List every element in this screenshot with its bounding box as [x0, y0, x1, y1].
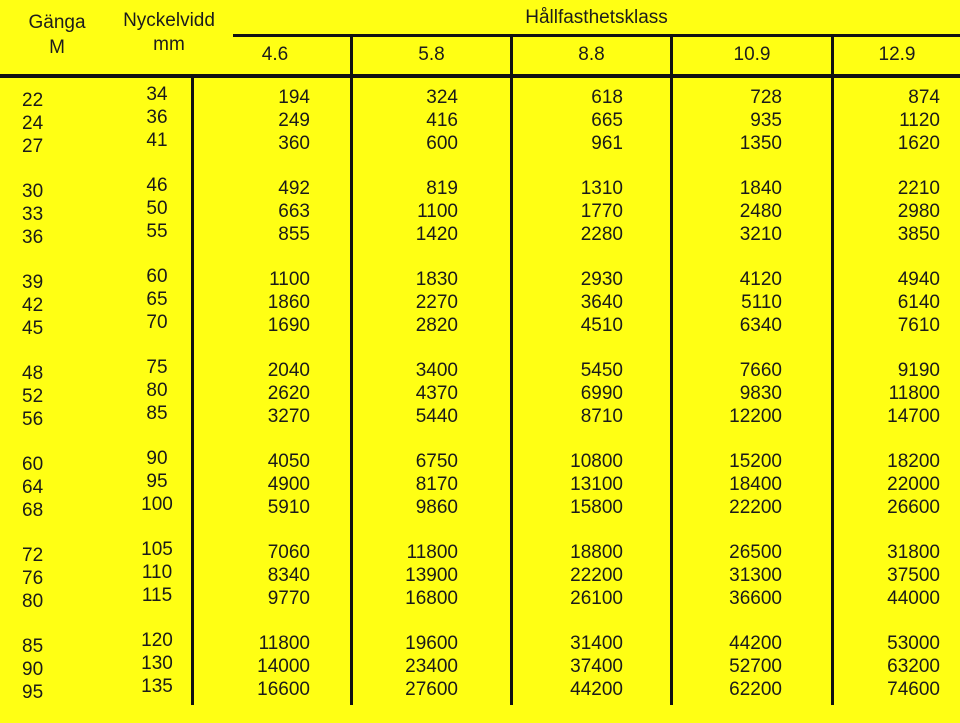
- class-header-5-8: 5.8: [418, 44, 445, 65]
- wrench-size: 50: [146, 198, 168, 219]
- strength-value: 44200: [570, 679, 623, 700]
- strength-value: 37500: [887, 565, 940, 586]
- wrench-size: 85: [146, 403, 168, 424]
- strength-value: 26500: [729, 542, 782, 563]
- wrench-size: 90: [146, 448, 168, 469]
- strength-value: 4370: [415, 383, 458, 404]
- strength-value: 22200: [729, 497, 782, 518]
- wrench-size: 135: [141, 676, 173, 697]
- strength-value: 63200: [887, 656, 940, 677]
- thread-size: 33: [22, 204, 44, 225]
- strength-value: 14700: [887, 406, 940, 427]
- strength-value: 8710: [580, 406, 623, 427]
- row-group: [0, 541, 960, 632]
- strength-value: 2280: [580, 224, 623, 245]
- thread-size: 60: [22, 454, 44, 475]
- strength-value: 1420: [415, 224, 458, 245]
- strength-value: 26100: [570, 588, 623, 609]
- class-header-10-9: 10.9: [733, 44, 771, 65]
- strength-value: 10800: [570, 451, 623, 472]
- strength-value: 4510: [580, 315, 623, 336]
- header-class-title: Hållfasthetsklass: [525, 7, 668, 28]
- strength-value: 16600: [257, 679, 310, 700]
- strength-value: 1830: [415, 269, 458, 290]
- wrench-size: 100: [141, 494, 173, 515]
- strength-value: 9770: [267, 588, 310, 609]
- strength-value: 2210: [897, 178, 940, 199]
- thread-size: 64: [22, 477, 44, 498]
- thread-size: 76: [22, 568, 44, 589]
- thread-size: 56: [22, 409, 44, 430]
- strength-value: 9860: [415, 497, 458, 518]
- strength-value: 4120: [739, 269, 782, 290]
- strength-value: 22200: [570, 565, 623, 586]
- strength-value: 16800: [405, 588, 458, 609]
- strength-value: 44200: [729, 633, 782, 654]
- strength-value: 3270: [267, 406, 310, 427]
- thread-size: 95: [22, 682, 44, 703]
- strength-value: 2930: [580, 269, 623, 290]
- strength-value: 360: [278, 133, 310, 154]
- strength-value: 2820: [415, 315, 458, 336]
- strength-value: 19600: [405, 633, 458, 654]
- header-ganga-unit: M: [49, 37, 65, 58]
- wrench-size: 120: [141, 630, 173, 651]
- thread-size: 42: [22, 295, 44, 316]
- strength-value: 13100: [570, 474, 623, 495]
- table-row: [0, 587, 960, 610]
- strength-value: 23400: [405, 656, 458, 677]
- table-row: [0, 223, 960, 246]
- strength-value: 31400: [570, 633, 623, 654]
- class-header-4-6: 4.6: [261, 44, 289, 65]
- wrench-size: 80: [146, 380, 168, 401]
- strength-value: 492: [278, 178, 310, 199]
- wrench-size: 55: [146, 221, 168, 242]
- strength-value: 44000: [887, 588, 940, 609]
- strength-value: 249: [278, 110, 310, 131]
- strength-value: 2480: [739, 201, 782, 222]
- strength-value: 9190: [897, 360, 940, 381]
- strength-value: 11800: [406, 542, 458, 563]
- wrench-size: 41: [146, 130, 168, 151]
- wrench-size: 75: [146, 357, 168, 378]
- strength-value: 7060: [267, 542, 310, 563]
- wrench-size: 60: [146, 266, 168, 287]
- strength-value: 1840: [739, 178, 782, 199]
- row-group: [0, 450, 960, 541]
- wrench-size: 115: [141, 585, 173, 606]
- strength-value: 6140: [897, 292, 940, 313]
- strength-value: 9830: [739, 383, 782, 404]
- wrench-size: 130: [141, 653, 173, 674]
- strength-value: 12200: [729, 406, 782, 427]
- strength-value: 1860: [267, 292, 310, 313]
- strength-value: 26600: [887, 497, 940, 518]
- strength-value: 3400: [415, 360, 458, 381]
- strength-value: 31300: [729, 565, 782, 586]
- thread-size: 30: [22, 181, 44, 202]
- row-group: [0, 359, 960, 450]
- wrench-size: 46: [146, 175, 168, 196]
- strength-value: 13900: [405, 565, 458, 586]
- strength-value: 324: [426, 87, 458, 108]
- thread-size: 48: [22, 363, 44, 384]
- strength-value: 27600: [405, 679, 458, 700]
- table-row: [0, 678, 960, 701]
- strength-value: 14000: [257, 656, 310, 677]
- thread-size: 39: [22, 272, 44, 293]
- strength-value: 7660: [739, 360, 782, 381]
- strength-value: 62200: [729, 679, 782, 700]
- strength-value: 2620: [267, 383, 310, 404]
- table-body: [0, 86, 960, 723]
- strength-value: 2980: [897, 201, 940, 222]
- strength-value: 2040: [267, 360, 310, 381]
- thread-size: 36: [22, 227, 44, 248]
- strength-value: 1620: [897, 133, 940, 154]
- strength-value: 3210: [739, 224, 782, 245]
- strength-value: 663: [278, 201, 310, 222]
- wrench-size: 95: [146, 471, 168, 492]
- strength-value: 1310: [580, 178, 623, 199]
- strength-value: 855: [278, 224, 310, 245]
- strength-value: 1350: [739, 133, 782, 154]
- strength-value: 36600: [729, 588, 782, 609]
- strength-value: 8340: [267, 565, 310, 586]
- strength-value: 11800: [258, 633, 310, 654]
- strength-value: 11800: [888, 383, 940, 404]
- strength-value: 7610: [897, 315, 940, 336]
- strength-value: 6990: [580, 383, 623, 404]
- strength-value: 3640: [580, 292, 623, 313]
- header-bottom-rule: [0, 74, 960, 78]
- strength-value: 74600: [887, 679, 940, 700]
- header-nyckelvidd: Nyckelvidd: [123, 10, 215, 31]
- wrench-size: 65: [146, 289, 168, 310]
- row-group: [0, 86, 960, 177]
- strength-value: 1100: [269, 269, 310, 290]
- strength-value: 4940: [897, 269, 940, 290]
- header-divider: [233, 34, 960, 37]
- header-nyckelvidd-unit: mm: [153, 34, 185, 55]
- strength-value: 5910: [267, 497, 310, 518]
- wrench-size: 110: [141, 562, 173, 583]
- strength-value: 1690: [267, 315, 310, 336]
- table-row: [0, 496, 960, 519]
- strength-value: 4900: [267, 474, 310, 495]
- strength-value: 18200: [887, 451, 940, 472]
- strength-value: 18400: [729, 474, 782, 495]
- strength-value: 5440: [415, 406, 458, 427]
- strength-value: 37400: [570, 656, 623, 677]
- strength-value: 961: [591, 133, 623, 154]
- strength-value: 2270: [415, 292, 458, 313]
- strength-value: 618: [591, 87, 623, 108]
- strength-value: 52700: [729, 656, 782, 677]
- wrench-size: 105: [141, 539, 173, 560]
- thread-size: 27: [22, 136, 44, 157]
- thread-size: 72: [22, 545, 44, 566]
- strength-value: 665: [591, 110, 623, 131]
- strength-value: 18800: [570, 542, 623, 563]
- strength-value: 1770: [580, 201, 623, 222]
- row-group: [0, 268, 960, 359]
- strength-value: 31800: [887, 542, 940, 563]
- strength-value: 1100: [417, 201, 458, 222]
- strength-value: 1120: [899, 110, 940, 131]
- strength-value: 53000: [887, 633, 940, 654]
- wrench-size: 36: [146, 107, 168, 128]
- thread-size: 45: [22, 318, 44, 339]
- strength-value: 194: [278, 87, 310, 108]
- thread-size: 24: [22, 113, 44, 134]
- strength-value: 728: [750, 87, 782, 108]
- thread-size: 90: [22, 659, 44, 680]
- strength-value: 22000: [887, 474, 940, 495]
- table-row: [0, 314, 960, 337]
- row-group: [0, 177, 960, 268]
- thread-size: 80: [22, 591, 44, 612]
- strength-value: 874: [908, 87, 940, 108]
- strength-value: 600: [426, 133, 458, 154]
- strength-value: 935: [750, 110, 782, 131]
- class-header-8-8: 8.8: [578, 44, 605, 65]
- strength-value: 4050: [267, 451, 310, 472]
- thread-size: 52: [22, 386, 44, 407]
- row-group: [0, 632, 960, 723]
- strength-value: 5110: [741, 292, 782, 313]
- strength-value: 15800: [570, 497, 623, 518]
- strength-value: 6750: [415, 451, 458, 472]
- strength-value: 5450: [580, 360, 623, 381]
- table-row: [0, 132, 960, 155]
- wrench-size: 34: [146, 84, 168, 105]
- strength-value: 819: [426, 178, 458, 199]
- strength-value: 8170: [415, 474, 458, 495]
- thread-size: 22: [22, 90, 44, 111]
- strength-value: 6340: [739, 315, 782, 336]
- strength-value: 3850: [897, 224, 940, 245]
- strength-value: 416: [426, 110, 458, 131]
- strength-value: 15200: [729, 451, 782, 472]
- class-header-12-9: 12.9: [878, 44, 916, 65]
- thread-size: 68: [22, 500, 44, 521]
- wrench-size: 70: [146, 312, 168, 333]
- table-row: [0, 405, 960, 428]
- thread-size: 85: [22, 636, 44, 657]
- header-ganga: Gänga: [28, 12, 86, 33]
